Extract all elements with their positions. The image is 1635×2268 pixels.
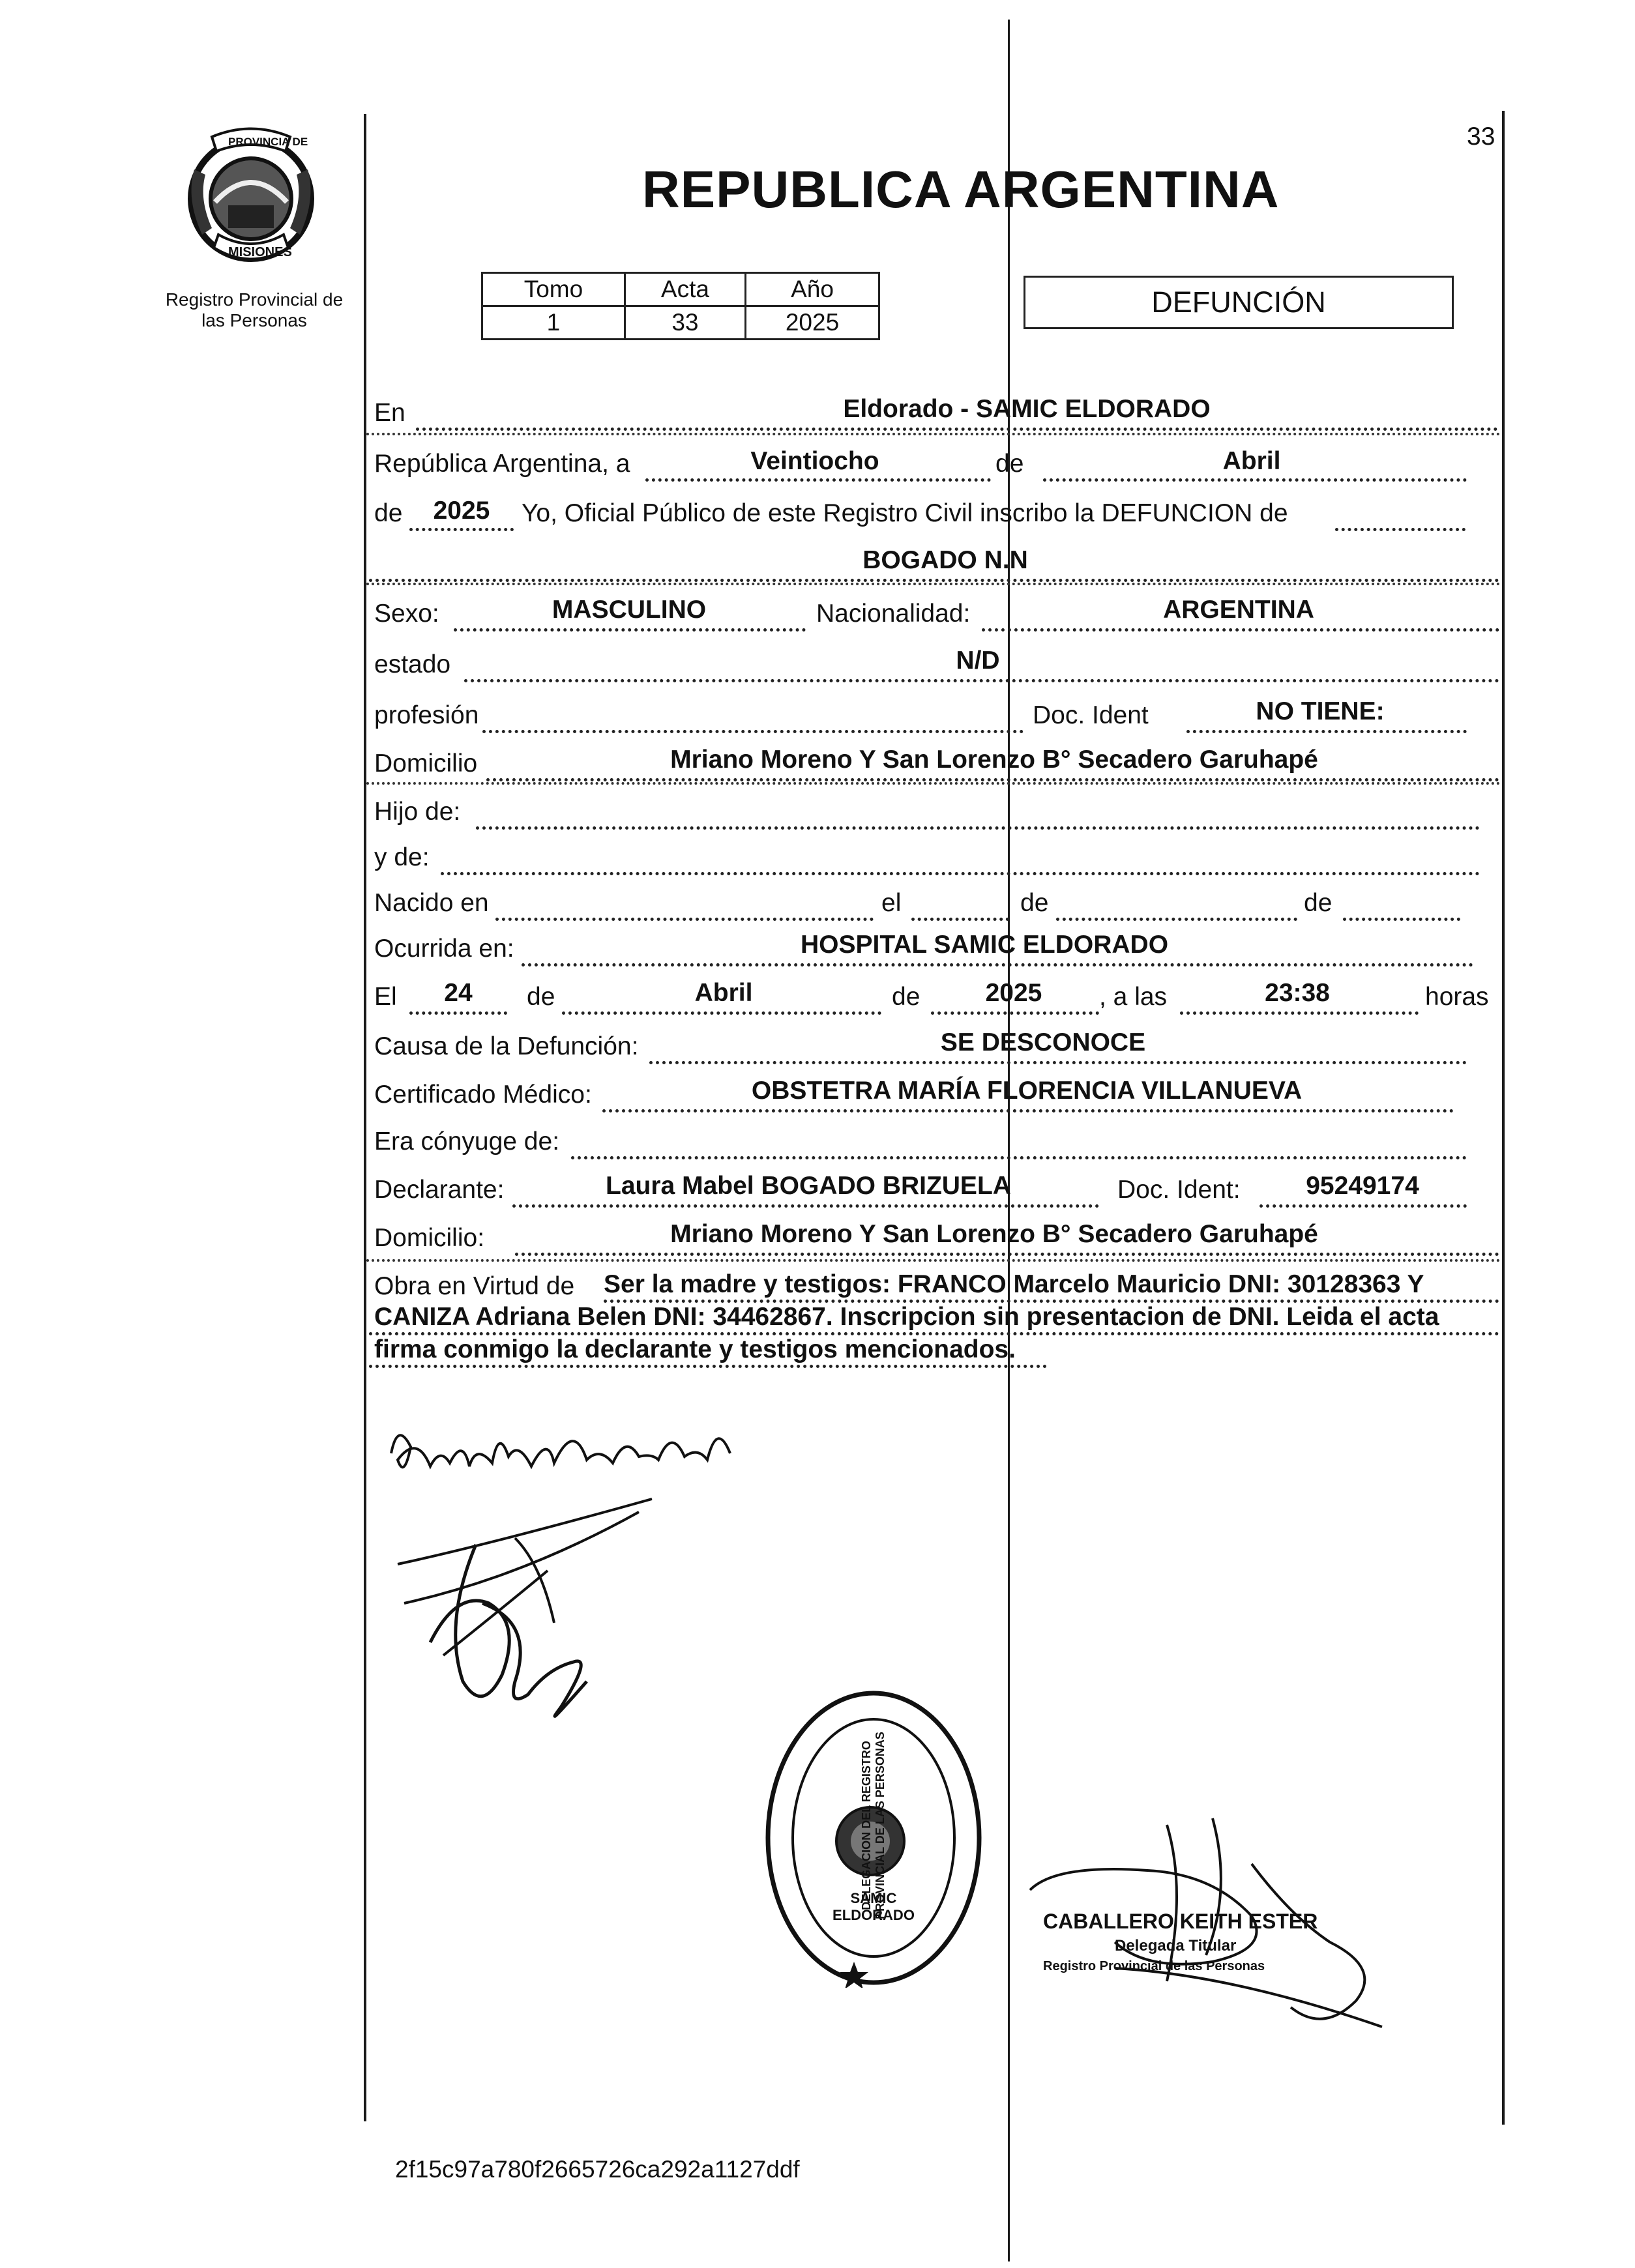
nacido-de-label: de [1020,889,1049,917]
causa-dots [649,1061,1467,1064]
page-title: REPUBLICA ARGENTINA [642,160,1280,218]
declarante-doc-value: 95249174 [1306,1172,1419,1200]
domicilio2-label: Domicilio: [374,1224,485,1252]
conyuge-dots [571,1156,1467,1159]
record-table [481,272,880,340]
delegation-stamp-center-text: SAMIC ELDORADO [832,1890,915,1923]
republica-label: República Argentina, a [374,450,630,478]
profesion-dots [482,730,1024,733]
death-day-value: 24 [444,979,473,1007]
el-label: El [374,983,397,1011]
death-month-value: Abril [694,979,753,1007]
document-type-box: DEFUNCIÓN [1024,276,1454,329]
record-table-cell: 2025 [746,306,879,340]
center-fold-line [1008,20,1010,2261]
ocurrida-dots [522,963,1473,967]
death-time-dots [1180,1011,1419,1015]
official-stamp-line1: CABALLERO KEITH ESTER [1043,1910,1318,1933]
domicilio-label: Domicilio [374,749,478,778]
official-stamp-line2: Delegada Titular [1115,1937,1237,1955]
official-signature [1017,1812,1408,2046]
en-dots [416,428,1498,431]
row-separator [366,1259,1501,1262]
nacionalidad-dots [982,628,1499,632]
record-table-value-row [482,306,879,340]
nacido-de2-label: de [1304,889,1333,917]
hijo-dots [476,826,1480,830]
logo-caption [147,289,362,331]
left-margin-line [364,114,366,2121]
logo-caption-line2: las Personas [201,310,307,330]
domicilio-value: Mriano Moreno Y San Lorenzo B° Secadero Garuhapé [670,746,1318,774]
delegation-stamp [763,1688,984,1988]
record-table-cell: 1 [482,306,625,340]
a-las-label: , a las [1099,983,1168,1011]
obra-dots-1 [604,1300,1499,1303]
row-separator [366,782,1501,785]
nacido-dots [495,918,874,921]
hijo-label: Hijo de: [374,798,461,826]
name-dots [369,579,1499,582]
estado-value: N/D [956,647,1000,675]
death-de-label: de [527,983,555,1011]
record-table-header-row [482,273,879,306]
y-de-label: y de: [374,843,430,871]
year-value: 2025 [433,497,490,525]
death-year-dots [931,1011,1099,1015]
en-value: Eldorado - SAMIC ELDORADO [843,395,1211,423]
conyuge-label: Era cónyuge de: [374,1127,560,1156]
nacido-de-dots [1056,918,1297,921]
row-separator [366,433,1501,435]
doc-ident-label: Doc. Ident [1033,701,1149,729]
nacido-el-dots [911,918,1009,921]
logo-text-bottom: MISIONES [228,245,292,259]
declarante-value: Laura Mabel BOGADO BRIZUELA [606,1172,1011,1200]
page-number: 33 [1467,123,1495,151]
day-dots [645,478,991,482]
logo-caption-line1: Registro Provincial de [165,289,344,310]
declarante-doc-label: Doc. Ident: [1117,1176,1241,1204]
document-hash: 2f15c97a780f2665726ca292a1127ddf [395,2156,800,2183]
estado-dots [464,679,1499,682]
de-label: de [995,450,1024,478]
obra-dots-2 [369,1332,1499,1335]
death-de2-label: de [892,983,921,1011]
doc-ident-dots [1186,730,1467,733]
record-table-cell: 33 [625,306,745,340]
right-margin-line [1502,111,1505,2125]
domicilio2-dots [515,1253,1499,1256]
y-de-dots [441,872,1480,875]
day-words-value: Veintiocho [750,447,879,475]
province-logo [176,124,326,274]
obra-dots-3 [369,1365,1047,1368]
delegation-stamp-ring-text: DELEGACION DEL REGISTRO PROVINCIAL DE LAS PERSONAS [860,1732,887,1919]
official-stamp-line3: Registro Provincial de las Personas [1043,1959,1265,1973]
doc-ident-value: NO TIENE: [1256,697,1385,725]
registro-dots [1335,528,1466,531]
row-separator [366,583,1501,585]
declarante-doc-dots [1259,1204,1467,1208]
sexo-label: Sexo: [374,600,439,628]
death-month-dots [562,1011,881,1015]
domicilio2-value: Mriano Moreno Y San Lorenzo B° Secadero Garuhapé [670,1220,1318,1248]
certificado-dots [602,1109,1454,1112]
obra-line2: CANIZA Adriana Belen DNI: 34462867. Inscripcion sin presentacion de DNI. Leida el acta [374,1303,1439,1331]
nacionalidad-value: ARGENTINA [1163,596,1314,624]
month-dots [1043,478,1467,482]
registro-text: Yo, Oficial Público de este Registro Civil inscribo la DEFUNCION de [522,499,1288,527]
logo-text-top: PROVINCIA DE [228,136,308,148]
record-table-header: Tomo [482,273,625,306]
certificado-label: Certificado Médico: [374,1081,592,1109]
ocurrida-value: HOSPITAL SAMIC ELDORADO [800,931,1169,959]
declarante-label: Declarante: [374,1176,505,1204]
year-dots [409,528,514,531]
death-year-value: 2025 [985,979,1042,1007]
causa-label: Causa de la Defunción: [374,1032,639,1060]
sexo-dots [454,628,806,632]
en-label: En [374,399,405,427]
declarant-signature [378,1408,795,1786]
certificado-value: OBSTETRA MARÍA FLORENCIA VILLANUEVA [751,1077,1303,1105]
declarante-dots [512,1204,1099,1208]
causa-value: SE DESCONOCE [940,1028,1146,1056]
profesion-label: profesión [374,701,479,729]
record-table-header: Acta [625,273,745,306]
nacionalidad-label: Nacionalidad: [816,600,971,628]
sexo-value: MASCULINO [552,596,707,624]
de-year-label: de [374,499,403,527]
obra-label: Obra en Virtud de [374,1272,575,1300]
ocurrida-label: Ocurrida en: [374,935,514,963]
domicilio-dots [486,778,1499,781]
nacido-label: Nacido en [374,889,489,917]
obra-line1: Ser la madre y testigos: FRANCO Marcelo Mauricio DNI: 30128363 Y [604,1270,1424,1298]
death-day-dots [409,1011,507,1015]
estado-label: estado [374,650,451,678]
deceased-name-value: BOGADO N.N [862,546,1028,574]
obra-line3: firma conmigo la declarante y testigos mencionados. [374,1335,1016,1363]
horas-label: horas [1425,983,1489,1011]
record-table-header: Año [746,273,879,306]
month-value: Abril [1222,447,1281,475]
nacido-de2-dots [1343,918,1460,921]
death-time-value: 23:38 [1265,979,1330,1007]
nacido-el-label: el [881,889,902,917]
